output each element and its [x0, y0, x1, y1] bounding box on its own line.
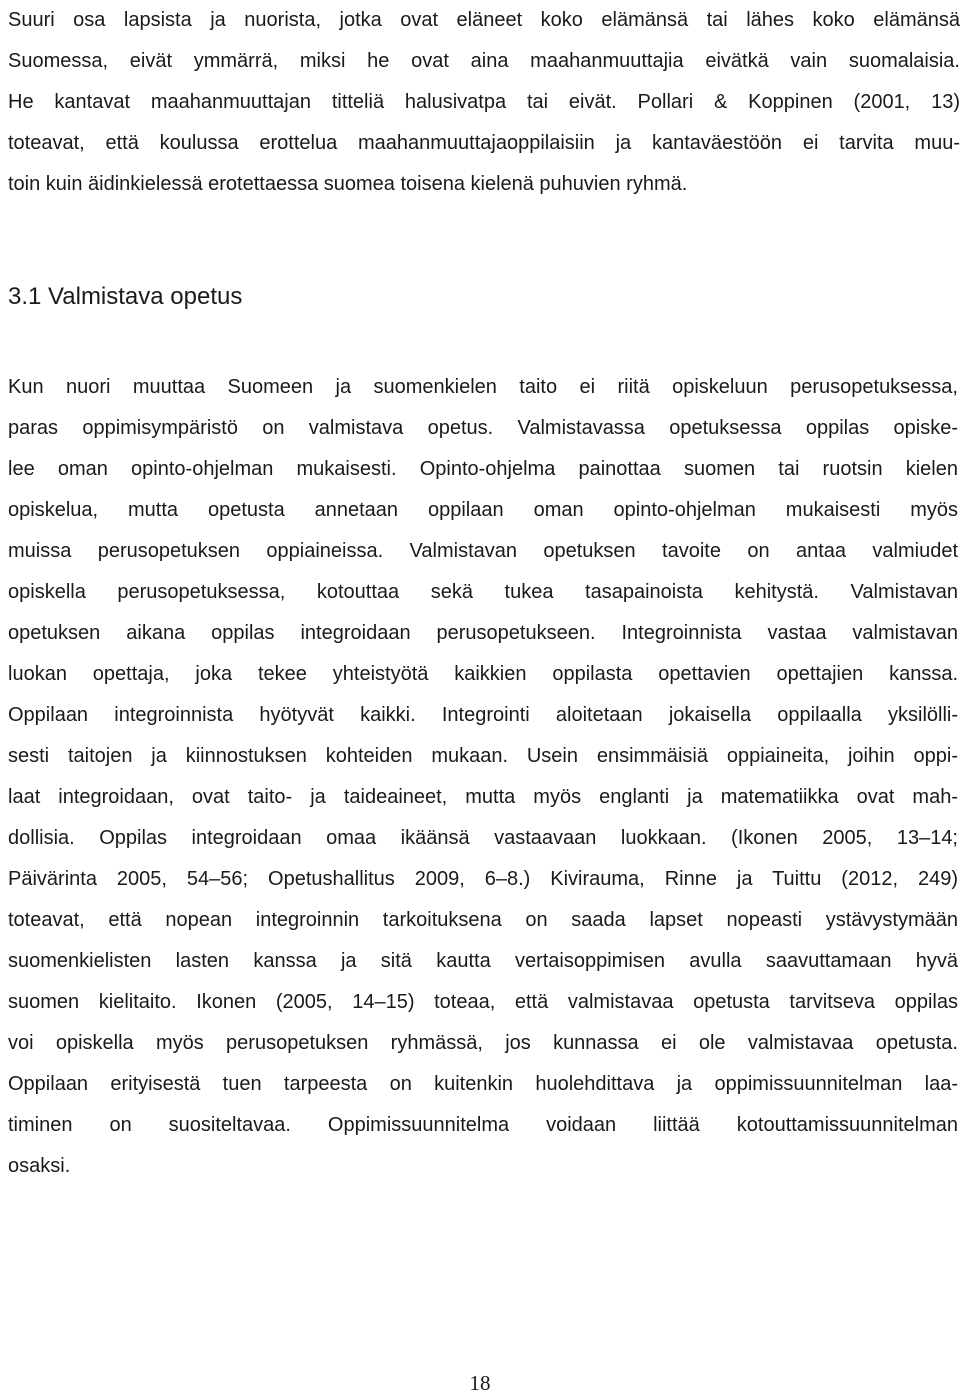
text-line: osaksi. — [8, 1155, 71, 1177]
text-line: muissa perusopetuksen oppiaineissa. Valmistavan opetuksen tavoite on antaa valmiudet — [8, 540, 958, 562]
text-line: toteavat, että nopean integroinnin tarkoituksena on saada lapset nopeasti ystävystymään — [8, 909, 958, 931]
text-line: paras oppimisympäristö on valmistava opetus. Valmistavassa opetuksessa oppilas opiske- — [8, 417, 958, 439]
text-line: lee oman opinto-ohjelman mukaisesti. Opinto-ohjelma painottaa suomen tai ruotsin kielen — [8, 458, 958, 480]
text-line: Oppilaan erityisestä tuen tarpeesta on kuitenkin huolehdittava ja oppimissuunnitelman laa- — [8, 1073, 958, 1095]
body-paragraph — [8, 367, 958, 1187]
text-line: Kun nuori muuttaa Suomeen ja suomenkielen taito ei riitä opiskeluun perusopetuksessa, — [8, 376, 958, 398]
text-line: laat integroidaan, ovat taito- ja taideaineet, mutta myös englanti ja matematiikka ovat mah- — [8, 786, 958, 808]
text-line: He kantavat maahanmuuttajan titteliä halusivatpa tai eivät. Pollari & Koppinen (2001, 13) — [8, 91, 960, 113]
text-line: luokan opettaja, joka tekee yhteistyötä kaikkien oppilasta opettavien opettajien kanssa. — [8, 663, 958, 685]
text-line: Oppilaan integroinnista hyötyvät kaikki. Integrointi aloitetaan jokaisella oppilaalla yksilölli- — [8, 704, 958, 726]
text-line: timinen on suositeltavaa. Oppimissuunnitelma voidaan liittää kotouttamissuunnitelman — [8, 1114, 958, 1136]
text-line: toteavat, että koulussa erottelua maahanmuuttajaoppilaisiin ja kantaväestöön ei tarvita muu- — [8, 132, 960, 154]
text-line: Suuri osa lapsista ja nuorista, jotka ovat eläneet koko elämänsä tai lähes koko elämänsä — [8, 9, 960, 31]
text-line: opiskella perusopetuksessa, kotouttaa sekä tukea tasapainoista kehitystä. Valmistavan — [8, 581, 958, 603]
text-line: toin kuin äidinkielessä erotettaessa suomea toisena kielenä puhuvien ryhmä. — [8, 173, 688, 195]
page-number: 18 — [469, 1371, 491, 1395]
text-line: dollisia. Oppilas integroidaan omaa ikäänsä vastaavaan luokkaan. (Ikonen 2005, 13–14; — [8, 827, 958, 849]
text-line: sesti taitojen ja kiinnostuksen kohteiden mukaan. Usein ensimmäisiä oppiaineita, joihin oppi- — [8, 745, 958, 767]
text-line: opiskelua, mutta opetusta annetaan oppilaan oman opinto-ohjelman mukaisesti myös — [8, 499, 958, 521]
text-line: suomenkielisten lasten kanssa ja sitä kautta vertaisoppimisen avulla saavuttamaan hyvä — [8, 950, 958, 972]
text-line: Suomessa, eivät ymmärrä, miksi he ovat aina maahanmuuttajia eivätkä vain suomalaisia. — [8, 50, 960, 72]
text-line: Päivärinta 2005, 54–56; Opetushallitus 2009, 6–8.) Kivirauma, Rinne ja Tuittu (2012, 249) — [8, 868, 958, 890]
intro-paragraph — [8, 0, 960, 205]
section-heading: 3.1 Valmistava opetus — [8, 283, 243, 310]
text-line: opetuksen aikana oppilas integroidaan perusopetukseen. Integroinnista vastaa valmistavan — [8, 622, 958, 644]
text-line: suomen kielitaito. Ikonen (2005, 14–15) toteaa, että valmistavaa opetusta tarvitseva oppilas — [8, 991, 958, 1013]
text-line: voi opiskella myös perusopetuksen ryhmässä, jos kunnassa ei ole valmistavaa opetusta. — [8, 1032, 958, 1054]
